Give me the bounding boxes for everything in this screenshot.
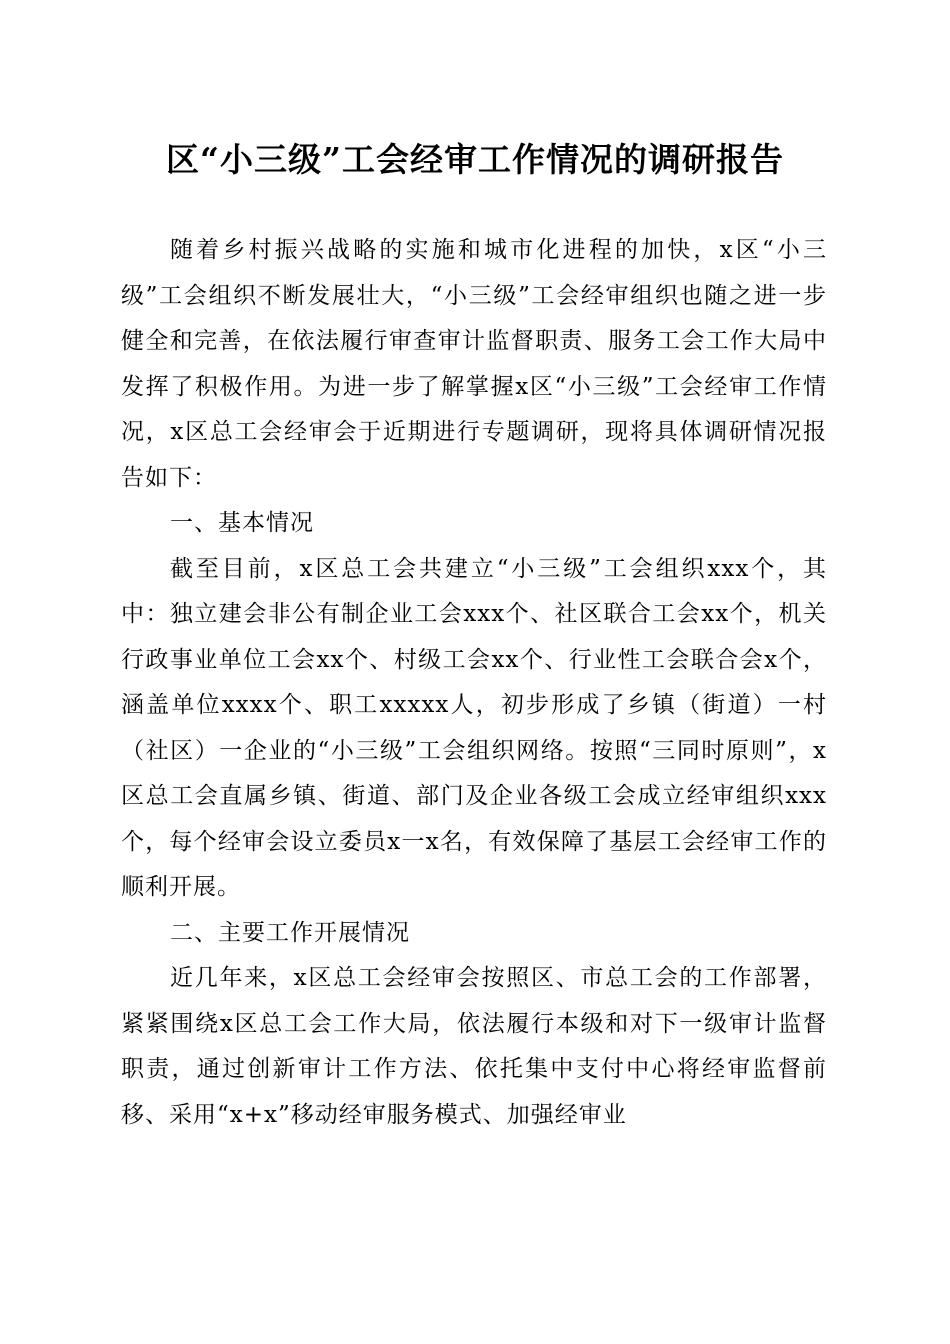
intro-paragraph: 随着乡村振兴战略的实施和城市化进程的加快，x区“小三级”工会组织不断发展壮大，“小三级”工会经审组织也随之进一步健全和完善，在依法履行审查审计监督职责、服务工会工作大局中发挥了积极作用。为进一步了解掌握x区“小三级”工会经审工作情况，x区总工会经审会于近期进行专题调研，现将具体调研情况报告如下： [121,237,827,491]
section-1-heading: 一、基本情况 [170,510,314,536]
document-body [121,228,827,1138]
document-title: 区“小三级”工会经审工作情况的调研报告 [166,140,784,179]
section-2-paragraph: 近几年来，x区总工会经审会按照区、市总工会的工作部署，紧紧围绕x区总工会工作大局，依法履行本级和对下一级审计监督职责，通过创新审计工作方法、依托集中支付中心将经审监督前移、采用“x+x”移动经审服务模式、加强经审业 [121,965,827,1128]
section-2-heading: 二、主要工作开展情况 [170,919,410,946]
section-1-paragraph: 截至目前，x区总工会共建立“小三级”工会组织xxx个，其中：独立建会非公有制企业工会xxx个、社区联合工会xx个，机关行政事业单位工会xx个、村级工会xx个、行业性工会联合会x个，涵盖单位xxxx个、职工xxxxx人，初步形成了乡镇（街道）一村（社区）一企业的“小三级”工会组织网络。按照“三同时原则”，x区总工会直属乡镇、街道、部门及企业各级工会成立经审组织xxx个，每个经审会设立委员x一x名，有效保障了基层工会经审工作的顺利开展。 [121,555,827,900]
